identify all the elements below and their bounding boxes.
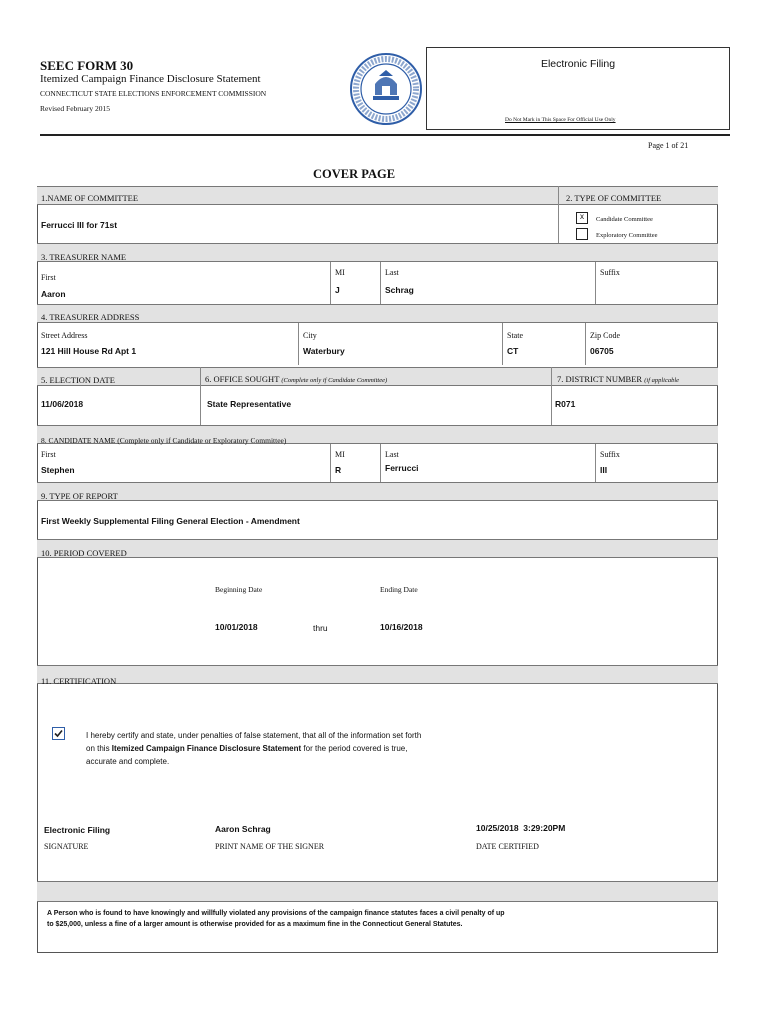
date-certified-value: 10/25/2018 3:29:20PM [476, 823, 566, 833]
date-certified-label: DATE CERTIFIED [476, 842, 539, 851]
candidate-mi-value: R [335, 465, 342, 475]
certification-line-3: accurate and complete. [86, 757, 170, 766]
divider [380, 262, 381, 304]
divider [330, 262, 331, 304]
committee-name-value: Ferrucci III for 71st [41, 220, 118, 230]
treasurer-first-label: First [41, 273, 56, 282]
office-sought-header [205, 374, 387, 384]
district-number-header [557, 374, 679, 384]
office-sought-note: (Complete only if Candidate Committee) [281, 377, 388, 384]
treasurer-last-label: Last [385, 268, 399, 277]
form-id: SEEC FORM 30 [40, 58, 134, 73]
divider [330, 444, 331, 482]
candidate-committee-label: Candidate Committee [596, 216, 653, 223]
penalty-notice [47, 908, 505, 930]
candidate-name-header: 8. CANDIDATE NAME (Complete only if Candidate or Exploratory Committee) [41, 436, 287, 445]
signature-label: SIGNATURE [44, 842, 89, 851]
penalty-line-2: to $25,000, unless a fine of a larger amount is otherwise provided for as a maximum fine in the Connecticut General Statutes. [47, 921, 463, 928]
form-title: Itemized Campaign Finance Disclosure Statement [40, 73, 261, 85]
thru-label: thru [313, 623, 328, 633]
divider [380, 444, 381, 482]
candidate-committee-checkbox[interactable] [576, 212, 588, 224]
certification-header: 11. CERTIFICATION [41, 676, 117, 686]
divider [595, 262, 596, 304]
candidate-mi-label: MI [335, 450, 345, 459]
divider [502, 323, 503, 365]
treasurer-last-value: Schrag [385, 285, 414, 295]
district-number-title: 7. DISTRICT NUMBER [557, 374, 643, 384]
certification-line-1: I hereby certify and state, under penalties of false statement, that all of the information set forth [86, 731, 422, 740]
election-date-header: 5. ELECTION DATE [41, 375, 115, 385]
official-use-box [426, 47, 730, 130]
certification-line-2-post: for the period covered is true, [301, 744, 408, 753]
committee-type-header: 2. TYPE OF COMMITTEE [566, 193, 662, 203]
signer-name-label: PRINT NAME OF THE SIGNER [215, 842, 325, 851]
certification-line-2 [86, 742, 421, 755]
candidate-suffix-value: III [600, 465, 608, 475]
certification-statement [86, 729, 421, 768]
election-date-value: 11/06/2018 [41, 399, 84, 409]
treasurer-mi-value: J [335, 285, 340, 295]
zip-label: Zip Code [590, 331, 620, 340]
city-label: City [303, 331, 317, 340]
office-sought-value: State Representative [207, 399, 292, 409]
agency-name: CONNECTICUT STATE ELECTIONS ENFORCEMENT COMMISSION [40, 89, 267, 98]
office-sought-title: 6. OFFICE SOUGHT [205, 374, 280, 384]
ending-date-label: Ending Date [380, 585, 418, 594]
page-number: Page 1 of 21 [648, 141, 689, 150]
beginning-date-label: Beginning Date [215, 585, 263, 594]
signature-value: Electronic Filing [44, 825, 111, 835]
revised-date: Revised February 2015 [40, 104, 110, 113]
committee-name-header: 1.NAME OF COMMITTEE [41, 193, 139, 203]
period-covered-header: 10. PERIOD COVERED [41, 548, 127, 558]
ending-date-value: 10/16/2018 [380, 622, 423, 632]
divider [200, 367, 201, 425]
exploratory-committee-checkbox[interactable] [576, 228, 588, 240]
signer-name-value: Aaron Schrag [215, 824, 271, 834]
divider [298, 323, 299, 365]
form-outline [37, 186, 718, 953]
section-11-band [37, 665, 718, 684]
street-value: 121 Hill House Rd Apt 1 [41, 346, 137, 356]
state-seal-logo [349, 52, 423, 126]
candidate-last-value: Ferrucci [385, 463, 419, 473]
section-3-band [37, 243, 718, 262]
cover-page-title: COVER PAGE [313, 167, 396, 181]
divider [558, 186, 559, 243]
header-rule [40, 134, 730, 136]
section-9-band [37, 482, 718, 501]
street-label: Street Address [41, 331, 88, 340]
state-value: CT [507, 346, 519, 356]
certify-checkbox[interactable] [52, 727, 65, 740]
treasurer-name-header: 3. TREASURER NAME [41, 252, 127, 262]
divider [585, 323, 586, 365]
report-type-value: First Weekly Supplemental Filing General Election - Amendment [41, 516, 300, 526]
city-value: Waterbury [303, 346, 345, 356]
report-type-header: 9. TYPE OF REPORT [41, 491, 118, 501]
divider [551, 367, 552, 425]
penalty-line-1: A Person who is found to have knowingly and willfully violated any provisions of the campaign finance statutes faces a civil penalty of up [47, 910, 505, 917]
official-box-title: Electronic Filing [540, 58, 616, 70]
treasurer-first-value: Aaron [41, 289, 66, 299]
state-label: State [507, 331, 523, 340]
treasurer-mi-label: MI [335, 268, 345, 277]
blank-band [37, 881, 718, 902]
candidate-last-label: Last [385, 450, 399, 459]
candidate-first-label: First [41, 450, 56, 459]
section-10-band [37, 539, 718, 558]
district-number-value: R071 [555, 399, 576, 409]
certification-line-2-bold: Itemized Campaign Finance Disclosure Statement [111, 744, 302, 753]
candidate-committee-mark: x [580, 212, 584, 221]
candidate-suffix-label: Suffix [600, 450, 620, 459]
beginning-date-value: 10/01/2018 [215, 622, 258, 632]
treasurer-suffix-label: Suffix [600, 268, 620, 277]
district-number-note: (if applicable [644, 377, 680, 384]
exploratory-committee-label: Exploratory Committee [596, 232, 658, 239]
zip-value: 06705 [590, 346, 614, 356]
divider [595, 444, 596, 482]
checkmark-icon [53, 728, 64, 739]
candidate-first-value: Stephen [41, 465, 75, 475]
treasurer-address-header: 4. TREASURER ADDRESS [41, 312, 140, 322]
certification-line-2-pre: on this [86, 744, 112, 753]
official-box-note: Do Not Mark in This Space For Official Use Only [505, 117, 616, 123]
